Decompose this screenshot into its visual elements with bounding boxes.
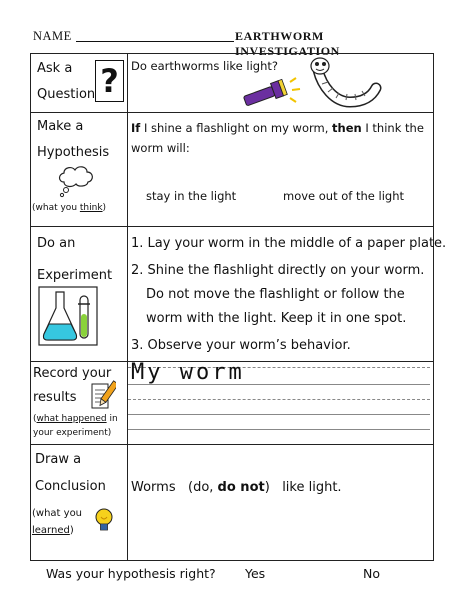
- lab-flask-icon: [38, 286, 98, 346]
- row-divider: [31, 226, 433, 227]
- experiment-step-2-cont: Do not move the flashlight or follow the: [146, 287, 405, 302]
- record-results-subtext: (what happened in your experiment): [33, 414, 118, 438]
- answer-yes[interactable]: Yes: [245, 566, 266, 581]
- experiment-step-2-cont2: worm with the light. Keep it in one spot.: [146, 311, 407, 326]
- question-text: Do earthworms like light?: [131, 59, 278, 73]
- option-stay-in-light[interactable]: stay in the light: [146, 189, 237, 203]
- worm-icon: [308, 56, 382, 110]
- column-divider: [127, 54, 128, 560]
- ask-question-label: Ask a Question: [37, 61, 96, 102]
- experiment-step-3: 3. Observe your worm’s behavior.: [131, 338, 351, 353]
- name-label: NAME: [33, 29, 72, 43]
- flashlight-icon: [238, 76, 302, 110]
- experiment-step-1: 1. Lay your worm in the middle of a paper plate.: [131, 236, 447, 251]
- thought-cloud-icon: [56, 164, 96, 198]
- worksheet-header: [30, 29, 420, 58]
- hypothesis-label: Make a Hypothesis: [37, 119, 110, 160]
- hypothesis-check-question: Was your hypothesis right?: [46, 566, 216, 581]
- name-input-line[interactable]: [76, 41, 234, 42]
- lightbulb-icon: [94, 507, 114, 535]
- row-divider: [31, 444, 433, 445]
- hypothesis-subtext: (what you think): [32, 203, 107, 213]
- conclusion-statement: Worms (do, do not) like light.: [131, 480, 342, 495]
- conclusion-subtext: (what you learned): [32, 508, 83, 536]
- handwritten-result: My worm: [131, 360, 245, 385]
- writing-line[interactable]: [128, 414, 430, 415]
- answer-no[interactable]: No: [363, 566, 380, 581]
- hypothesis-statement: If I shine a flashlight on my worm, then I think the: [131, 121, 424, 135]
- row-divider: [31, 112, 433, 113]
- conclusion-label: Draw a Conclusion: [35, 452, 106, 494]
- hypothesis-statement-line2: worm will:: [131, 141, 190, 155]
- question-mark-icon: ?: [95, 60, 124, 102]
- experiment-step-2: 2. Shine the flashlight directly on your worm.: [131, 263, 425, 278]
- writing-guide-line: [128, 399, 430, 400]
- worksheet-title: EARTHWORM INVESTIGATION: [235, 29, 340, 58]
- paper-pencil-icon: [90, 380, 116, 412]
- option-move-out-of-light[interactable]: move out of the light: [283, 189, 405, 203]
- record-results-label: Record your results: [33, 366, 112, 405]
- writing-line[interactable]: [128, 429, 430, 430]
- experiment-label: Do an Experiment: [37, 236, 113, 283]
